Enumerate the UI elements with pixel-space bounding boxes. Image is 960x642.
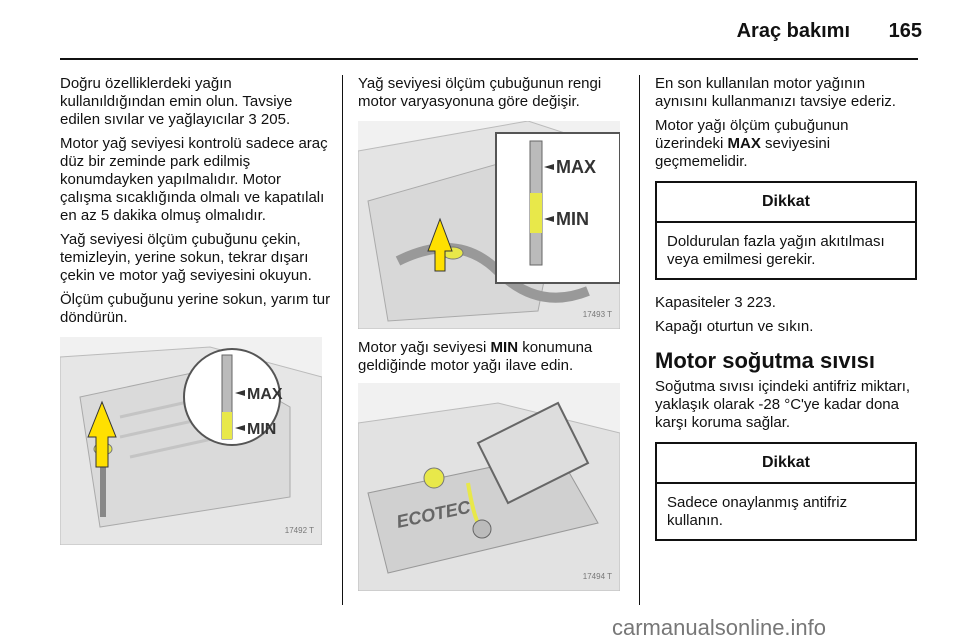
- warning-heading: Dikkat: [657, 444, 915, 484]
- section-heading: Motor soğutma sıvısı: [655, 348, 876, 373]
- label-min: MIN: [247, 421, 277, 438]
- column-left: [60, 75, 332, 545]
- paragraph: Ölçüm çubuğunu yerine sokun, yarım tur döndürün.: [60, 291, 331, 326]
- warning-text: Doldurulan fazla yağın akıtılması veya emilmesi gerekir.: [667, 233, 885, 268]
- paragraph: Motor yağı seviyesi MIN konumuna geldiğinde motor yağı ilave edin.: [358, 339, 593, 374]
- figure-code: 17494 T: [582, 572, 612, 581]
- dipstick-color-figure: [358, 121, 620, 329]
- paragraph: Motor yağı ölçüm çubuğunun üzerindeki MAX seviyesini geçmemelidir.: [655, 117, 849, 170]
- column-right: [655, 75, 920, 555]
- oil-filling-figure: [358, 383, 620, 591]
- paragraph: Soğutma sıvısı içindeki antifriz miktarı, yaklaşık olarak -28 °C'ye kadar dona karşı koruma sağlar.: [655, 378, 911, 431]
- page-number: 165: [888, 20, 922, 42]
- column-middle: [358, 75, 628, 591]
- figure-code: 17493 T: [582, 310, 612, 319]
- paragraph: Doğru özelliklerdeki yağın kullanıldığından emin olun. Tavsiye edilen sıvılar ve yağlayıcılar 3 205.: [60, 75, 293, 128]
- paragraph: Motor yağ seviyesi kontrolü sadece araç düz bir zeminde park edilmiş konumdayken yapılmalıdır. Motor çalışma sıcaklığında olmalı ve kapatılalı en az 5 dakika olmuş olmalıdır.: [60, 135, 328, 224]
- warning-box: [655, 181, 917, 280]
- paragraph: Kapasiteler 3 223.: [655, 294, 776, 311]
- warning-heading: Dikkat: [657, 183, 915, 223]
- label-min: MIN: [556, 209, 589, 229]
- dipstick-figure: [60, 337, 322, 545]
- paragraph: Yağ seviyesi ölçüm çubuğunun rengi motor varyasyonuna göre değişir.: [358, 75, 602, 110]
- paragraph: Yağ seviyesi ölçüm çubuğunu çekin, temizleyin, yerine sokun, tekrar dışarı çekin ve motor yağ seviyesini okuyun.: [60, 231, 312, 284]
- page-reference[interactable]: 3 205.: [248, 111, 291, 128]
- paragraph: En son kullanılan motor yağının aynısını kullanmanızı tavsiye ederiz.: [655, 75, 896, 110]
- warning-box: [655, 442, 917, 541]
- label-max: MAX: [247, 386, 283, 403]
- header-rule: [60, 58, 918, 60]
- page-title: Araç bakımı: [736, 20, 850, 42]
- warning-text: Sadece onaylanmış antifriz kullanın.: [667, 494, 848, 529]
- label-max: MAX: [556, 157, 596, 177]
- engine-cover-text: ECOTEC: [394, 496, 473, 532]
- figure-code: 17492 T: [284, 526, 314, 535]
- column-divider: [639, 75, 640, 605]
- page-reference[interactable]: 3 223.: [734, 294, 776, 311]
- watermark: carmanualsonline.info: [612, 615, 827, 640]
- column-divider: [342, 75, 343, 605]
- paragraph: Kapağı oturtun ve sıkın.: [655, 318, 814, 335]
